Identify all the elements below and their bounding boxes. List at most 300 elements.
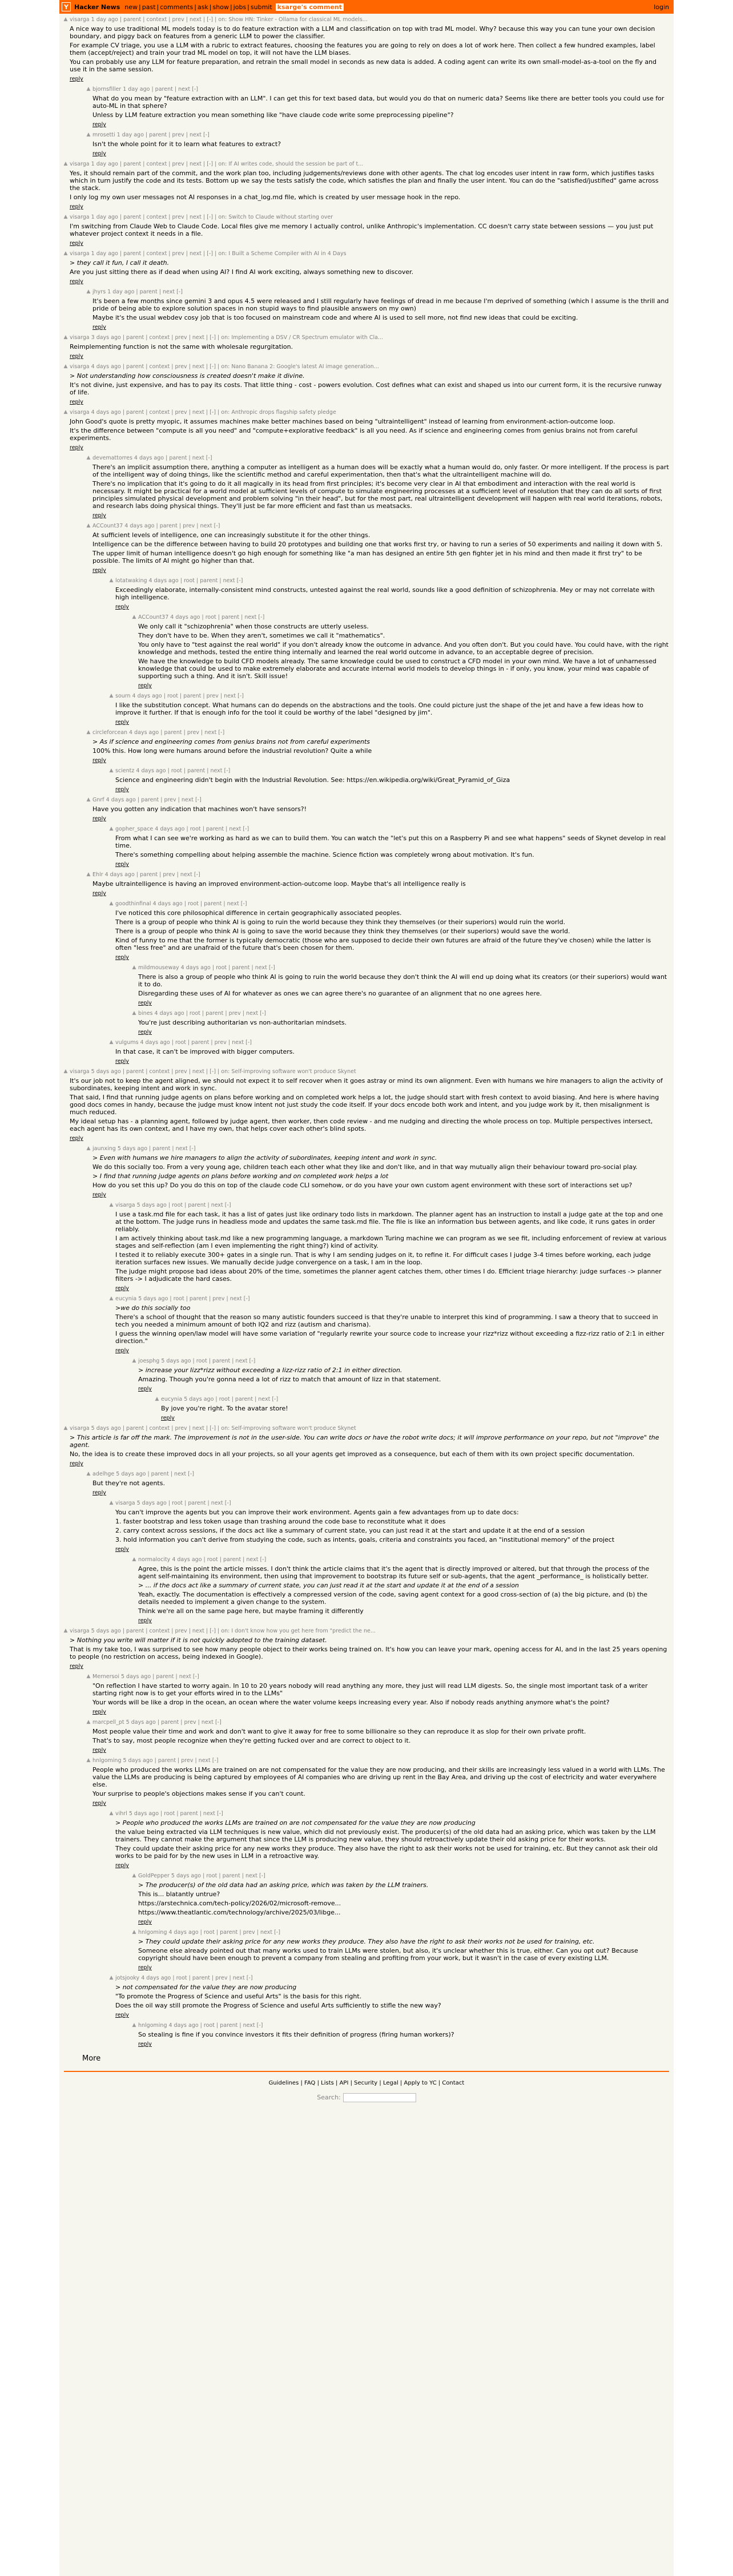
- comment-body: [115, 767, 669, 793]
- indent-spacer: [62, 1039, 107, 1065]
- upvote-arrow-icon[interactable]: ▲: [132, 1557, 136, 1562]
- comment-paragraph: https://arstechnica.com/tech-policy/2026/02/microsoft-remove...: [138, 1900, 341, 1907]
- upvote-arrow-icon[interactable]: ▲: [63, 17, 68, 22]
- indent-spacer: [62, 692, 107, 725]
- reply-link[interactable]: reply: [92, 1709, 106, 1715]
- footer-legal[interactable]: Legal: [382, 2080, 398, 2086]
- reply-link[interactable]: reply: [115, 1546, 129, 1553]
- comment-body: [115, 1810, 669, 1869]
- comment-body: [138, 1010, 669, 1035]
- upvote-arrow-icon[interactable]: ▲: [63, 1628, 68, 1634]
- reply-link[interactable]: reply: [70, 1461, 83, 1467]
- upvote-arrow-icon[interactable]: ▲: [86, 872, 91, 877]
- user-comments-label[interactable]: ksarge's comment: [276, 3, 344, 11]
- y-logo-icon[interactable]: Y: [62, 2, 71, 11]
- comment-meta[interactable]: visarga 5 days ago | parent | context | prev | next | [-] | on: Self-improving software won't produce Skynet: [70, 1069, 356, 1075]
- comment: [62, 2022, 669, 2047]
- comment-meta[interactable]: hnlgoming 4 days ago | root | parent | next [-]: [138, 2022, 263, 2029]
- comment: [62, 964, 669, 1006]
- reply-link[interactable]: reply: [115, 1058, 129, 1065]
- reply-link[interactable]: reply: [138, 2041, 152, 2047]
- comment: [62, 871, 669, 897]
- comment-paragraph: 1. faster bootstrap and less token usage than trashing around the code base to reconstitute what it does: [115, 1518, 446, 1525]
- comment-meta[interactable]: vihrl 5 days ago | root | parent | next [-]: [115, 1811, 223, 1817]
- reply-link[interactable]: reply: [92, 151, 106, 157]
- reply-link[interactable]: reply: [115, 604, 129, 610]
- upvote-arrow-icon[interactable]: ▲: [63, 1069, 68, 1074]
- upvote-arrow-icon[interactable]: ▲: [109, 1202, 114, 1208]
- comment-body: [70, 409, 669, 451]
- comment-paragraph: Most people value their time and work and don't want to give it away for free to some billionaire so they can reproduce it as slop for their own private profit.: [92, 1728, 586, 1735]
- search-label: Search:: [317, 2094, 341, 2101]
- upvote-arrow-icon[interactable]: ▲: [86, 455, 91, 461]
- comment-paragraph: No, the idea is to create these improved docs in all your projects, so all your agents get improved as a consequence, but each of them with its own project specific documentation.: [70, 1450, 635, 1458]
- comment-paragraph: There is also a group of people who think AI is going to ruin the world because they don't think the AI will end up doing what its creators (or their superiors) would want it to do.: [138, 973, 667, 988]
- indent-spacer: [62, 1202, 107, 1292]
- comment-paragraph: > I find that running judge agents on plans before working and on completed work helps a lot: [92, 1172, 389, 1180]
- comment-paragraph: From what I can see we're working as hard as we can to build them. You can watch the "let's put this on a Raspberry Pi and see what happens" seeds of Skynet develop in real time.: [115, 835, 666, 849]
- comment-paragraph: I tested it to reliably execute 300+ gates in a single run. That is why I am sending judges on it, to refine it. For difficult cases I judge 3-4 times before working, each judge iteration surfaces new issues. We manually decide judge convergence on a task, I am in the loop.: [115, 1251, 651, 1266]
- comment-paragraph: > Not understanding how consciousness is created doesn't make it divine.: [70, 372, 305, 380]
- comment-body: [92, 1673, 669, 1715]
- reply-link[interactable]: reply: [161, 1415, 175, 1421]
- reply-link[interactable]: reply: [92, 513, 106, 519]
- comment-meta[interactable]: Ehlr 4 days ago | parent | prev | next [-]: [92, 872, 200, 878]
- footer-guidelines[interactable]: Guidelines: [268, 2080, 299, 2086]
- comment-paragraph: At sufficient levels of intelligence, one can increasingly substitute it for the other things.: [92, 531, 370, 539]
- comment-meta[interactable]: circleforcean 4 days ago | parent | prev | next [-]: [92, 729, 225, 736]
- upvote-arrow-icon[interactable]: ▲: [63, 214, 68, 220]
- comment: [62, 250, 669, 285]
- comment-meta[interactable]: visarga 5 days ago | root | parent | next [-]: [115, 1202, 231, 1208]
- upvote-arrow-icon[interactable]: ▲: [86, 797, 91, 803]
- comment-body: [138, 1872, 669, 1925]
- comment-paragraph: How do you set this up? Do you do this on top of the claude code CLI somehow, or do you have your own custom agent environment with these sort of interactions set up?: [92, 1182, 633, 1189]
- nav-past[interactable]: past: [142, 3, 156, 11]
- upvote-arrow-icon[interactable]: ▲: [109, 1811, 114, 1816]
- upvote-arrow-icon[interactable]: ▲: [109, 693, 114, 699]
- comment-meta[interactable]: ACCount37 4 days ago | parent | prev | next [-]: [92, 523, 220, 529]
- footer-faq[interactable]: FAQ: [304, 2080, 316, 2086]
- comment-paragraph: Reimplementing function is not the same with wholesale regurgitation.: [70, 343, 293, 350]
- indent-spacer: [62, 767, 107, 793]
- reply-link[interactable]: reply: [70, 399, 83, 405]
- comment-meta[interactable]: mildmouseway 4 days ago | root | parent | next [-]: [138, 965, 275, 971]
- reply-link[interactable]: reply: [138, 1386, 152, 1392]
- search-form: [64, 2093, 669, 2102]
- upvote-arrow-icon[interactable]: ▲: [132, 1873, 136, 1878]
- comment-paragraph: The judge might propose bad ideas about 20% of the time, sometimes the planner agent catches them, other times I do. Efficient triage hierarchy: judge surfaces -> planner filters -> I adjudicate the hard cases.: [115, 1268, 662, 1283]
- comment-paragraph: Does the oil way still promote the Progress of Science and useful Arts sufficiently to stifle the new way?: [115, 2002, 441, 2009]
- upvote-arrow-icon[interactable]: ▲: [86, 132, 91, 138]
- comment-paragraph: A nice way to use traditional ML models today is to do feature extraction with a LLM and classification on top with trad ML model. Why? because this way you can tune your own decision boundary, and piggy back on features from a generic LLM to power the classifier.: [70, 25, 655, 40]
- comment-body: [70, 160, 669, 210]
- comment-body: [92, 131, 669, 157]
- comment-meta[interactable]: visarga 1 day ago | parent | context | prev | next | [-] | on: Switch to Claude without starting over: [70, 214, 333, 220]
- reply-link[interactable]: reply: [70, 240, 83, 247]
- comment-meta[interactable]: goodthinfinal 4 days ago | root | parent | next [-]: [115, 901, 247, 907]
- reply-link[interactable]: reply: [92, 122, 106, 128]
- comment-meta[interactable]: bjornsfiller 1 day ago | parent | next [-]: [92, 86, 198, 92]
- comment: [62, 1974, 669, 2018]
- indent-spacer: [62, 825, 107, 868]
- reply-link[interactable]: reply: [115, 2012, 129, 2018]
- reply-link[interactable]: reply: [92, 1800, 106, 1807]
- comment-paragraph: > They could update their asking price for any new works they produce. They also have the right to ask their works not be used for training, etc.: [138, 1938, 595, 1945]
- comment-paragraph: There's something compelling about helping assemble the machine. Science fiction was completely wrong about motivation. It's fun.: [115, 851, 534, 858]
- comment: [62, 796, 669, 822]
- indent-spacer: [62, 1295, 107, 1354]
- indent-spacer: [62, 1719, 84, 1753]
- comment-body: [92, 454, 669, 519]
- comment-paragraph: >we do this socially too: [115, 1304, 191, 1312]
- reply-link[interactable]: reply: [70, 445, 83, 451]
- upvote-arrow-icon[interactable]: ▲: [86, 523, 91, 529]
- comment-paragraph: The upper limit of human intelligence doesn't go high enough for something like "a man has designed an entire 5th gen fighter jet in his mind and then made it first try" to be possible. The limits of AI might go higher than that.: [92, 550, 642, 565]
- footer-security[interactable]: Security: [354, 2080, 378, 2086]
- upvote-arrow-icon[interactable]: ▲: [109, 826, 114, 832]
- nav-new[interactable]: new: [124, 3, 138, 11]
- upvote-arrow-icon[interactable]: ▲: [109, 901, 114, 906]
- indent-spacer: [62, 1556, 130, 1624]
- comment-body: [92, 871, 669, 897]
- comment-paragraph: Have you gotten any indication that machines won't have sensors?!: [92, 805, 307, 813]
- reply-link[interactable]: reply: [92, 1490, 106, 1496]
- reply-link[interactable]: reply: [138, 1000, 152, 1006]
- comment-body: [115, 1499, 669, 1553]
- upvote-arrow-icon[interactable]: ▲: [63, 364, 68, 369]
- comment-paragraph: That said, I find that running judge agents on plans before working and on completed work helps a lot, the judge should start with fresh context to avoid biasing. And here is where having good docs comes in handy, because the judge must know intent not just study the code itself. If your docs encode both work and intent, and you judge work by it, then misalignment is much reduced.: [70, 1094, 659, 1116]
- reply-link[interactable]: reply: [115, 954, 129, 961]
- comment-meta[interactable]: marcpell_pt 5 days ago | parent | prev | next [-]: [92, 1719, 221, 1726]
- comment-body: [138, 1556, 669, 1624]
- comment: [62, 454, 669, 519]
- indent-spacer: [62, 131, 84, 157]
- comment-meta[interactable]: vulgums 4 days ago | root | parent | prev | next [-]: [115, 1039, 252, 1046]
- comment-paragraph: You can probably use any LLM for feature preparation, and retrain the small model in seconds as new data is added. A coding agent can write its own small-model-as-a-tool on the fly and use it in the same session.: [70, 58, 657, 73]
- comment-paragraph: Maybe ultraintelligence is having an improved environment-action-outcome loop. Maybe that's all intelligence really is: [92, 880, 466, 888]
- comment: [62, 767, 669, 793]
- footer: [64, 2071, 669, 2102]
- upvote-arrow-icon[interactable]: ▲: [109, 768, 114, 773]
- comment-paragraph: Disregarding these uses of AI for whatever as ones we can agree there's no guarantee of an alignment that no one agrees here.: [138, 990, 542, 997]
- footer-contact[interactable]: Contact: [442, 2080, 465, 2086]
- comment-paragraph: There's an implicit assumption there, anything a computer as intelligent as a human does will be exactly what a human would do, only faster. Or more intelligent. If the process is part of the intelligent way of doing things, like the scientific method and careful experimentation, then that's what the ultraintelligent machine will do.: [92, 463, 669, 478]
- indent-spacer: [62, 1357, 130, 1392]
- comment-meta[interactable]: mrosetti 1 day ago | parent | prev | next [-]: [92, 132, 210, 138]
- comment-meta[interactable]: lotatwaking 4 days ago | root | parent | next [-]: [115, 578, 243, 584]
- comment-paragraph: Yes, it should remain part of the commit, and the work plan too, including judgements/reviews done with other agents. The chat log encodes user intent in raw form, which justifies tasks which in turn justify the code and its tests. Bottom up we say the tests satisfy the code, which satisfies the plan and finally the user intent. You can do the "satisfied/justified" game across the stack.: [70, 170, 659, 192]
- comment-paragraph: > ... if the docs act like a summary of current state, you can just read it at the start and update it at the end of a session: [138, 1582, 519, 1589]
- indent-spacer: [62, 1470, 84, 1496]
- reply-link[interactable]: reply: [138, 1618, 152, 1624]
- upvote-arrow-icon[interactable]: ▲: [63, 251, 68, 256]
- comment-body: [70, 334, 669, 360]
- comment-paragraph: "On reflection I have started to worry again. In 10 to 20 years nobody will read anything any more, they just will read LLM digests. So, the single most important task of a writer starting right now is to get your efforts wired in to the LLMs": [92, 1682, 648, 1697]
- indent-spacer: [62, 1010, 130, 1035]
- comment: [62, 160, 669, 210]
- comment-meta[interactable]: visarga 1 day ago | parent | context | prev | next | [-] | on: I Built a Scheme Compiler with AI in 4 Days: [70, 251, 347, 257]
- comment-paragraph: I've noticed this core philosophical difference in certain geographically associated peoples.: [115, 909, 402, 917]
- comment-body: [92, 522, 669, 574]
- reply-link[interactable]: reply: [138, 683, 152, 689]
- comment-meta[interactable]: visarga 1 day ago | parent | context | prev | next | [-] | on: If AI writes code, should the session be part of t...: [70, 161, 364, 167]
- comment-paragraph: > increase your Iizz*rizz without exceeding a Iizz-rizz ratio of 2:1 in either direction.: [138, 1366, 402, 1374]
- indent-spacer: [62, 871, 84, 897]
- comment-paragraph: Think we're all on the same page here, but maybe framing it differently: [138, 1607, 364, 1615]
- comment-paragraph: > they call it fun, I call it death.: [70, 259, 170, 267]
- comment-body: [70, 1627, 669, 1670]
- upvote-arrow-icon[interactable]: ▲: [86, 1757, 91, 1763]
- comment-paragraph: That is my take too, I was surprised to see how many people object to their works being trained on. It's how you can leave your mark, opening access for AI, and in the last 25 years opening to people (no restriction on access, being indexed in Google).: [70, 1646, 667, 1660]
- comment-paragraph: > As if science and engineering comes from genius brains not from careful experiments: [92, 738, 370, 745]
- comment: [62, 1929, 669, 1971]
- comment-paragraph: Kind of funny to me that the former is typically democratic (those who are supposed to decide their own futures are afraid of the future they've chosen) while the latter is often "less free" and are unafraid of the future that's been chosen for them.: [115, 937, 651, 952]
- upvote-arrow-icon[interactable]: ▲: [132, 2022, 136, 2028]
- comment-paragraph: I like the substitution concept. What humans can do depends on the abstractions and the tools. One could picture just the shape of the jet and have a few ideas how to improve it further. If that is enough info for the tool it could be worthy of the label "designed by jim".: [115, 702, 643, 716]
- comment: [62, 334, 669, 360]
- comment-paragraph: We do this socially too. From a very young age, children teach each other what they like and don't like, and in that way mutually align their behaviour toward pro-social play.: [92, 1163, 638, 1171]
- upvote-arrow-icon[interactable]: ▲: [109, 1975, 114, 1981]
- upvote-arrow-icon[interactable]: ▲: [109, 1296, 114, 1301]
- upvote-arrow-icon[interactable]: ▲: [86, 86, 91, 92]
- comment-body: [138, 1929, 669, 1971]
- indent-spacer: [62, 964, 130, 1006]
- comment: [62, 1872, 669, 1925]
- comment-paragraph: What do you mean by "feature extraction with an LLM". I can get this for text based data, but would you do that on numeric data? Seems like there are better tools you could use for auto-ML in that sphere?: [92, 95, 664, 110]
- reply-link[interactable]: reply: [70, 353, 83, 360]
- reply-link[interactable]: reply: [70, 1663, 83, 1670]
- comment-paragraph: Amazing. Though you're gonna need a lot of rizz to match that amount of Iizz in that statement.: [138, 1376, 441, 1383]
- upvote-arrow-icon[interactable]: ▲: [86, 1719, 91, 1725]
- upvote-arrow-icon[interactable]: ▲: [86, 1146, 91, 1151]
- comment: [62, 1627, 669, 1670]
- comment: [62, 86, 669, 128]
- indent-spacer: [62, 1499, 107, 1553]
- comment-meta[interactable]: Gnrf 4 days ago | parent | prev | next [-]: [92, 797, 202, 803]
- upvote-arrow-icon[interactable]: ▲: [132, 1358, 136, 1364]
- comment: [62, 577, 669, 610]
- upvote-arrow-icon[interactable]: ▲: [109, 1039, 114, 1045]
- upvote-arrow-icon[interactable]: ▲: [86, 1674, 91, 1679]
- indent-spacer: [62, 1872, 130, 1925]
- comment-paragraph: I'm switching from Claude Web to Claude Code. Local files give me memory I actually control, unlike Anthropic's implementation. CC doesn't carry state between sessions — you just put whatever project context it needs in a file.: [70, 223, 654, 237]
- reply-link[interactable]: reply: [70, 1135, 83, 1142]
- indent-spacer: [62, 729, 84, 764]
- comment-paragraph: You only have to "test against the real world" if you don't already know the outcome in advance. And you often don't. But you could have. You could have, with the right knowledge and methods, tested the entire thing internally and learned the real world outcome in advance, to an acceptable degree of precision.: [138, 641, 668, 656]
- comment-meta[interactable]: jaunxing 5 days ago | parent | next [-]: [92, 1146, 196, 1152]
- comment-meta[interactable]: gopher_space 4 days ago | root | parent | next [-]: [115, 826, 249, 832]
- upvote-arrow-icon[interactable]: ▲: [132, 1010, 136, 1016]
- reply-link[interactable]: reply: [115, 719, 129, 725]
- comment-paragraph: By jove you're right. To the avatar store!: [161, 1405, 288, 1412]
- reply-link[interactable]: reply: [92, 324, 106, 330]
- upvote-arrow-icon[interactable]: ▲: [109, 578, 114, 583]
- reply-link[interactable]: reply: [70, 76, 83, 82]
- comment-meta[interactable]: visarga 5 days ago | parent | context | prev | next | [-] | on: Self-improving software won't produce Skynet: [70, 1425, 356, 1432]
- comment-meta[interactable]: eucynia 5 days ago | root | parent | next [-]: [161, 1396, 279, 1402]
- comment-paragraph: Unless by LLM feature extraction you mean something like "have claude code write some preprocessing pipeline"?: [92, 111, 454, 119]
- comment-meta[interactable]: adelhge 5 days ago | parent | next [-]: [92, 1471, 194, 1477]
- search-input[interactable]: [343, 2093, 416, 2102]
- upvote-arrow-icon[interactable]: ▲: [109, 1500, 114, 1506]
- comment-paragraph: > Nothing you write will matter if it is not quickly adopted to the training dataset.: [70, 1636, 327, 1644]
- comment-body: [92, 86, 669, 128]
- footer-api[interactable]: API: [339, 2080, 349, 2086]
- comment-body: [138, 2022, 669, 2047]
- comment: [62, 1396, 669, 1421]
- reply-link[interactable]: reply: [70, 204, 83, 210]
- upvote-arrow-icon[interactable]: ▲: [132, 1929, 136, 1935]
- comment: [62, 1810, 669, 1869]
- comment-meta[interactable]: joesphg 5 days ago | root | parent | next [-]: [138, 1358, 256, 1364]
- indent-spacer: [62, 1757, 84, 1807]
- nav-jobs[interactable]: jobs: [233, 3, 247, 11]
- comment-paragraph: I only log my own user messages not AI responses in a chat_log.md file, which is created by user message hook in the repo.: [70, 193, 461, 201]
- more-link[interactable]: More: [82, 2054, 101, 2063]
- comment-body: [70, 250, 669, 285]
- page: [59, 0, 674, 2576]
- comment-body: [115, 1202, 669, 1292]
- comment-meta[interactable]: jotsjooky 4 days ago | root | parent | prev | next [-]: [115, 1975, 253, 1981]
- indent-spacer: [62, 1810, 107, 1869]
- comment-paragraph: It's been a few months since gemini 3 and opus 4.5 were released and I still regularly have feelings of dread in me because I'm deprived of something (which I assume is the thrill and pride of being able to explore solution spaces in non stupid ways to find plausible answers on my own): [92, 297, 669, 312]
- comment: [62, 288, 669, 330]
- upvote-arrow-icon[interactable]: ▲: [63, 161, 68, 167]
- indent-spacer: [62, 454, 84, 519]
- comment-paragraph: I guess the winning open/law model will have some variation of "regularly rewrite your source code to increase your rizz*rizz without exceeding a fizz-rizz ratio of 2:1 in either direction.": [115, 1330, 664, 1345]
- nav-links: new | past | comments | ask | show | jobs | submit: [124, 3, 272, 11]
- reply-link[interactable]: reply: [138, 1029, 152, 1035]
- comment-paragraph: > This article is far off the mark. The improvement is not in the user-side. You can write docs or have the robot write docs; it will improve performance on your repo, but not "improve" the agent.: [70, 1434, 659, 1449]
- indent-spacer: [62, 288, 84, 330]
- comment-meta[interactable]: hnlgoming 4 days ago | root | parent | prev | next [-]: [138, 1929, 280, 1936]
- indent-spacer: [62, 522, 84, 574]
- reply-link[interactable]: reply: [92, 1747, 106, 1753]
- comment-body: [115, 825, 669, 868]
- indent-spacer: [62, 577, 107, 610]
- comment-paragraph: They could update their asking price for any new works they produce. They also have the right to ask their works not be used for training, etc. But they cannot ask their old works to be paid for by the new uses in LLM in a retroactive way.: [115, 1845, 658, 1860]
- upvote-arrow-icon[interactable]: ▲: [132, 614, 136, 620]
- upvote-arrow-icon[interactable]: ▲: [63, 409, 68, 415]
- comment-meta[interactable]: visarga 1 day ago | parent | context | prev | next | [-] | on: Show HN: Tinker - Ollama for classical ML models...: [70, 17, 368, 23]
- comment-meta[interactable]: Mernersoi 5 days ago | parent | next [-]: [92, 1674, 199, 1680]
- comment-meta[interactable]: visarga 4 days ago | parent | context | prev | next | [-] | on: Nano Banana 2: Google's latest AI image generation...: [70, 364, 379, 370]
- comment: [62, 1068, 669, 1142]
- nav-show[interactable]: show: [212, 3, 229, 11]
- comment-paragraph: It's our job not to keep the agent aligned, we should not expect it to self recover when it goes astray or mind its own alignment. Even with humans we hire managers to align the activity of subordinates, keeping intent and work in sync.: [70, 1077, 663, 1092]
- comment: [62, 729, 669, 764]
- comment-meta[interactable]: visarga 5 days ago | parent | context | prev | next | [-] | on: I don't know how you get here from "predict the ne...: [70, 1628, 376, 1634]
- comment-body: [115, 900, 669, 961]
- nav-submit[interactable]: submit: [250, 3, 272, 11]
- login-link[interactable]: login: [654, 3, 669, 11]
- reply-link[interactable]: reply: [138, 1965, 152, 1971]
- upvote-arrow-icon[interactable]: ▲: [132, 965, 136, 970]
- indent-spacer: [62, 86, 84, 128]
- comment-paragraph: I use a task.md file for each task, it has a list of gates just like ordinary todo lists in markdown. The planner agent has an instruction to install a judge gate at the top and one at the bottom. The judge runs in headless mode and updates the same task.md file. The file is like an information bus between agents, and like code, it runs gates in order reliably.: [115, 1211, 663, 1233]
- comment-meta[interactable]: visarga 5 days ago | root | parent | next [-]: [115, 1500, 231, 1506]
- comment-meta[interactable]: sourn 4 days ago | root | parent | prev | next [-]: [115, 693, 244, 699]
- nav-ask[interactable]: ask: [197, 3, 208, 11]
- comment: [62, 409, 669, 451]
- reply-link[interactable]: reply: [70, 279, 83, 285]
- upvote-arrow-icon[interactable]: ▲: [63, 334, 68, 340]
- comment-meta[interactable]: hnlgoming 5 days ago | parent | prev | next [-]: [92, 1757, 219, 1764]
- comment-meta[interactable]: devemattorres 4 days ago | parent | next [-]: [92, 455, 212, 461]
- upvote-arrow-icon[interactable]: ▲: [86, 1471, 91, 1477]
- comment-paragraph: the value being extracted via LLM techniques is new value, which did not previously exist. The producer(s) of the old data had an asking price, which was taken by the LLM trainers. They cannot make the argument that since the LLM is producing new value, they should retroactively update their old asking price for their works.: [115, 1828, 656, 1843]
- comment-paragraph: Yeah, exactly. The documentation is effectively a compressed version of the code, saving agent context for a good cross-section of (a) the big picture, and (b) the details needed to implement a given change to the system.: [138, 1591, 648, 1606]
- indent-spacer: [62, 1929, 130, 1971]
- comment: [62, 1425, 669, 1467]
- comment-list: [59, 14, 674, 2047]
- comment-meta[interactable]: visarga 4 days ago | parent | context | prev | next | [-] | on: Anthropic drops flagship safety pledge: [70, 409, 336, 416]
- reply-link[interactable]: reply: [115, 787, 129, 793]
- comment-body: [138, 614, 669, 689]
- comment-paragraph: You can't improve the agents but you can improve their work environment. Agents gain a few advantages from up to date docs:: [115, 1509, 519, 1516]
- comment-paragraph: 3. hold information you can't derive from studying the code, such as intents, goals, criteria and constraints you faced, an "institutional memory" of the project: [115, 1536, 615, 1543]
- comment-meta[interactable]: visarga 3 days ago | parent | context | prev | next | [-] | on: Implementing a DSV / CR Spectrum emulator with Cla...: [70, 334, 384, 341]
- reply-link[interactable]: reply: [92, 1192, 106, 1198]
- reply-link[interactable]: reply: [115, 1863, 129, 1869]
- comment-meta[interactable]: scientz 4 days ago | root | parent | next [-]: [115, 768, 231, 774]
- comment-body: [92, 1719, 669, 1753]
- comment: [62, 1145, 669, 1198]
- footer-apply[interactable]: Apply to YC: [404, 2080, 437, 2086]
- reply-link[interactable]: reply: [92, 757, 106, 764]
- site-title[interactable]: Hacker News: [74, 3, 120, 11]
- indent-spacer: [62, 900, 107, 961]
- comment-paragraph: Agree, this is the point the article misses. I don't think the article claims that it's the agent that is directly improved or altered, but that through the process of the agent self-maintaining its environment, then using that improvement to bootstrap its future self or sub-agents, that the agent _performance_ is holistically better.: [138, 1565, 650, 1580]
- comment-paragraph: > People who produced the works LLMs are trained on are not compensated for the value they are now producing: [115, 1819, 476, 1827]
- comment-meta[interactable]: eucynia 5 days ago | root | parent | prev | next [-]: [115, 1296, 250, 1302]
- comment: [62, 1295, 669, 1354]
- comment-paragraph: There is a group of people who think AI is going to ruin the world because they think they themselves (or their superiors) would ruin the world.: [115, 918, 566, 926]
- upvote-arrow-icon[interactable]: ▲: [63, 1425, 68, 1431]
- indent-spacer: [62, 1396, 153, 1421]
- comment-meta[interactable]: jhyrs 1 day ago | parent | next [-]: [92, 289, 183, 295]
- comment-body: [70, 1068, 669, 1142]
- comment-meta[interactable]: bines 4 days ago | root | parent | prev | next [-]: [138, 1010, 266, 1017]
- comment-paragraph: That's to say, most people recognize when they're getting fucked over and are correct to object to it.: [92, 1737, 411, 1744]
- upvote-arrow-icon[interactable]: ▲: [155, 1396, 159, 1402]
- reply-link[interactable]: reply: [92, 567, 106, 574]
- comment-paragraph: "To promote the Progress of Science and useful Arts" is the basis for this right.: [115, 1993, 362, 2000]
- comment-body: [92, 1757, 669, 1807]
- comment: [62, 1719, 669, 1753]
- comment-paragraph: Isn't the whole point for it to learn what features to extract?: [92, 140, 281, 148]
- indent-spacer: [62, 796, 84, 822]
- reply-link[interactable]: reply: [92, 890, 106, 897]
- footer-lists[interactable]: Lists: [321, 2080, 334, 2086]
- upvote-arrow-icon[interactable]: ▲: [86, 729, 91, 735]
- comment-meta[interactable]: normalocity 4 days ago | root | parent | next [-]: [138, 1557, 267, 1563]
- reply-link[interactable]: reply: [138, 1919, 152, 1925]
- reply-link[interactable]: reply: [115, 861, 129, 868]
- comment-body: [115, 1974, 669, 2018]
- reply-link[interactable]: reply: [115, 1285, 129, 1292]
- reply-link[interactable]: reply: [92, 816, 106, 822]
- reply-link[interactable]: reply: [115, 1348, 129, 1354]
- comment-paragraph: We have the knowledge to build CFD models already. The same knowledge could be used to construct a CFD model in your own mind. We have a lot of unharnessed knowledge that could be used to make extremely elaborate and accurate internal world models to develop things in - if only, you know, your mind was capable of supporting such a thing. And it isn't. Skill issue!: [138, 658, 657, 680]
- nav-comments[interactable]: comments: [160, 3, 194, 11]
- comment: [62, 825, 669, 868]
- upvote-arrow-icon[interactable]: ▲: [86, 289, 91, 295]
- comment: [62, 213, 669, 247]
- comment-meta[interactable]: ACCount37 4 days ago | root | parent | next [-]: [138, 614, 265, 620]
- comment-meta[interactable]: GoldPepper 5 days ago | root | parent | next [-]: [138, 1873, 265, 1879]
